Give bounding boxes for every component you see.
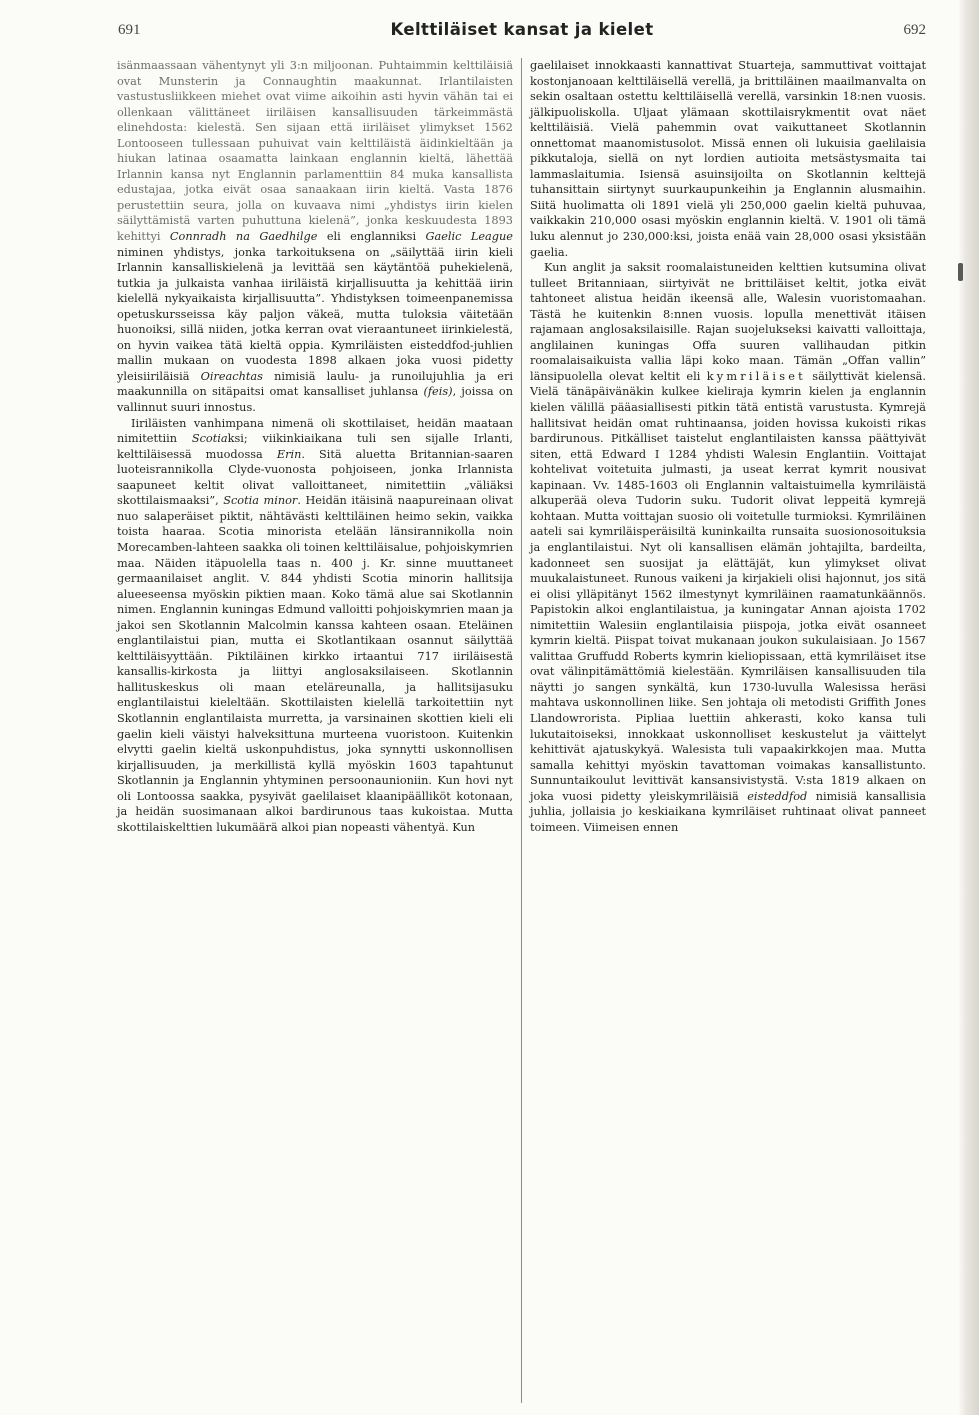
emphasis-term: Scotia: [191, 432, 228, 446]
paragraph-text: gaelilaiset innokkaasti kannattivat Stuarteja, sammuttivat voittajat kostonjanoaan kelttiläisellä verellä, ja brittiläinen maailmanvalta on sekin osaltaan ostettu kelttiläisellä verellä, varsinkin 18:nen vuosis. jälkipuoliskolla. Uljaat ylämaan skottilaisrykmentit ovat näet kelttiläisiä. Vielä pahemmin ovat vaikuttaneet Skotlannin onnettomat maanomistusolot. Missä ennen oli lukuisia gaelilaisia pikkutaloja, siellä on nyt lordien autioita metsästysmaita tai lammaslaitumia. Isiensä asuinsijoilta on Skotlannin kelttejä tuhansittain siirtynyt suurkaupunkeihin ja Englannin alusmaihin. Siitä huolimatta oli 1891 vielä yli 250,000 gaelin kieltä puhuvaa, vaikkakin 210,000 osasi myöskin englannin kieltä. V. 1901 oli tämä luku alennut jo 230,000:ksi, joista enää vain 28,000 osasi yksistään gaelia.: [530, 59, 926, 259]
emphasis-term: eisteddfod: [747, 789, 808, 803]
page-number-left: 691: [118, 22, 141, 38]
paragraph-text: niminen yhdistys, jonka tarkoituksena on „säilyttää iirin kieli Irlannin kansalliskielenä ja levittää sen käytäntöä puhekielenä, tutkia ja julkaista vanhaa iiriläistä kirjallisuutta ja kehittää iirin kielellä nykyaikaista kirjallisuutta”. Yhdistyksen toimeenpanemissa opetuskursseissa käy paljon väkeä, mutta tuloksia väitetään huonoiksi, sillä niiden, jotka kerran ovat vieraantuneet iirinkielestä, on hyvin vaikea tätä kieltä oppia. Kymriläisten eisteddfod-juhlien mallin mukaan on vuodesta 1898 alkaen joka vuosi pidetty yleisiiriläisiä: [117, 245, 513, 383]
paragraph: [530, 58, 926, 260]
column-divider: [521, 58, 522, 1403]
paragraph-text: . Heidän itäisinä naapureinaan olivat nuo salaperäiset piktit, nähtävästi kelttiläinen heimo sekin, vaikka toista haaraa. Scotia minorista etelään länsirannikolla noin Morecamben-lahteen saakka oli toinen kelttiläisalue, pohjoiskymrien maa. Näiden itäpuolella taas n. 400 j. Kr. sinne muuttaneet germaanilaiset anglit. V. 844 yhdisti Scotia minorin hallitsija alueeseensa myöskin piktien maan. Koko tämä alue sai Skotlannin nimen. Englannin kuningas Edmund valloitti pohjoiskymrien maan ja jakoi sen Skotlannin Malcolmin kanssa kahteen osaan. Eteläinen englantilaistui pian, mutta ei Skotlantikaan osannut säilyttää kelttiläisyyttään. Piktiläinen kirkko irtaantui 717 iiriläisestä kansallis-kirkosta ja liittyi anglosaksilaiseen. Skotlannin hallituskeskus oli maan eteläreunalla, ja hallitsijasuku englantilaistui kieleltään. Skottilaisten kielellä tarkoitettiin nyt Skotlannin englantilaista murretta, ja varsinainen skottien kieli eli gaelin kieli väistyi halveksittuna murteena vuoristoon. Kuitenkin elvytti gaelin kieltä uskonpuhdistus, joka synnytti uskonnollisen kirjallisuuden, ja merkillistä kyllä myöskin 1603 tapahtunut Skotlannin ja Englannin yhtyminen persoonaunioniin. Kun hovi nyt oli Lontoossa saakka, pysyivät gaelilaiset klaanipäälliköt kotonaan, ja heidän suosimanaan alkoi bardirunous taas kukoistaa. Mutta skottilaiskelttien lukumäärä alkoi pian nopeasti vähentyä. Kun: [117, 494, 513, 834]
paragraph-text: ksi; viikinkiaikana tuli sen sijalle Irlanti, kelttiläisessä muodossa: [117, 432, 513, 461]
spaced-term: kymriläiset: [706, 369, 806, 383]
paragraph-text: nimisiä laulu- ja runoilujuhlia ja eri maakunnilla on sitäpaitsi omat kansalliset juhlansa: [117, 369, 514, 399]
paragraph-text: , joissa on vallinnut suuri innostus.: [117, 385, 513, 415]
paragraph-text: Iiriläisten vanhimpana nimenä oli skottilaiset, heidän maataan nimitettiin: [117, 416, 513, 446]
paragraph-text: . Sitä aluetta Britannian-saaren luoteisrannikolla Clyde-vuonosta pohjoiseen, jonka Irlannista saapuneet keltit olivat valloittaneet, nimitettiin „väliäksi skottilaismaaksi”,: [117, 447, 514, 508]
left-column: [117, 58, 513, 835]
paragraph-text: säilyttivät kielensä. Vielä tänäpäivänäkin kulkee kieliraja kymrin kielen ja englannin kielen välillä pääasiallisesti pitkin tätä entistä varustusta. Kymrejä hallitsivat heidän omat ruhtinaansa, joiden hovissa kukoisti rikas bardirunous. Pitkälliset taistelut englantilaisten kanssa päättyivät siten, että Edward I 1284 yhdisti Walesin Englantiin. Voittajat kohtelivat voitetuita julmasti, ja useat kerrat kymrit nousivat kapinaan. Vv. 1485-1603 oli Englannin valtaistuimella kymriläistä alkuperää oleva Tudorin suku. Tudorit olivat leppeitä kymrejä kohtaan. Mutta voittajan suosio oli voitetulle turmioksi. Kymriläinen aateli sai kymriläisperäisiltä kuninkailta runsaita suosionosoituksia ja englantilaistui. Nyt oli kansallisen elämän johtajilta, bardeilta, kadonneet sen suosijat ja elättäjät, kun ylimykset olivat muukalaistuneet. Runous vaikeni ja kirjakieli olisi hajonnut, jos sitä ei olisi ylläpitänyt 1562 ilmestynyt kymriläinen raamatunkäännös. Papistokin alkoi englantilaistua, ja kuningatar Annan ajoista 1702 nimitettiin Walesiin englantilaisia piispoja, jotka eivät osanneet kymrin kieltä. Piispat toivat mukanaan joukon sukulaisiaan. Jo 1567 valittaa Gruffudd Roberts kymrin kieliopissaan, että kymriläiset itse ovat välinpitämättömiä kielestään. Kymriläisen kansallisuuden tila näytti jo sangen synkältä, kun 1730-luvulla Walesissa heräsi mahtava uskonnollinen liike. Sen johtaja oli metodisti Griffith Jones Llandowrorista. Pipliaa luettiin ahkerasti, koko kansa tuli lukutaitoiseksi, innokkaat uskonnolliset keskustelut ja väittelyt kehittivät ajatuskykyä. Walesista tuli vapaakirkkojen maa. Mutta samalla kehittyi myöskin tavattoman voimakas kansallistunto. Sunnuntaikoulut levittivät kansansivistystä. V:sta 1819 alkaen on joka vuosi pidetty yleiskymriläisiä: [530, 369, 926, 803]
emphasis-term: Erin: [276, 447, 302, 461]
paragraph: [530, 260, 926, 835]
page-number-right: 692: [903, 22, 926, 38]
page-edge-mark: [958, 263, 963, 281]
emphasis-term: Oireachtas: [200, 369, 263, 383]
emphasis-term: Gaelic League: [425, 230, 513, 244]
right-column: [530, 58, 926, 835]
paragraph-text: isänmaassaan vähentynyt yli 3:n miljoonan. Puhtaimmin kelttiläisiä ovat Munsterin ja Connaughtin maakunnat. Irlantilaisten vastustusliikkeen miehet ovat viime aikoihin asti hyvin vähän tai ei ollenkaan välittäneet iiriläisen kansallisuuden tärkeimmästä elinehdosta: kielestä. Sen sijaan että iiriläiset ylimykset 1562 Lontooseen tullessaan puhuivat vain kelttiläistä äidinkieltään ja hiukan latinaa osaamatta lainkaan englannin kieltä, lähettää Irlannin kansa nyt Englannin parlamenttiin 84 muka kansallista edustajaa, jotka eivät osaa sanaakaan iirin kieltä. Vasta 1876 perustettiin seura, jolla on kuvaava nimi „yhdistys iirin kielen säilyttämistä varten puhuttuna kielenä”, jonka keskuudesta 1893 kehittyi: [117, 59, 513, 244]
paragraph: [117, 58, 513, 416]
emphasis-term: (feis): [423, 385, 453, 399]
page-title: Kelttiläiset kansat ja kielet: [390, 20, 654, 39]
emphasis-term: Connradh na Gaedhilge: [169, 230, 318, 244]
page-edge: [958, 0, 979, 1415]
paragraph-text: eli englanniksi: [326, 230, 417, 244]
paragraph-text: Kun anglit ja saksit roomalaistuneiden kelttien kutsumina olivat tulleet Britanniaan, siirtyivät ne brittiläiset keltit, jotka eivät tahtoneet alistua heidän ikeensä alle, Walesin vuoristomaahan. Tästä he kuitenkin 8:nnen vuosis. lopulla menettivät itäisen rajamaan anglosaksilaisille. Rajan suojelukseksi kaivatti valloittaja, anglilainen kuningas Offa suuren vallihaudan pitkin roomalaisaikuista vallia läpi koko maan. Tämän „Offan vallin” länsipuolella olevat keltit eli: [530, 261, 926, 383]
emphasis-term: Scotia minor: [223, 494, 298, 508]
page-header: [118, 22, 926, 52]
paragraph-text: nimisiä kansallisia juhlia, jollaisia jo keskiaikana kymriläiset ruhtinaat olivat panneet toimeen. Viimeisen ennen: [530, 789, 927, 834]
paragraph: [117, 416, 513, 836]
